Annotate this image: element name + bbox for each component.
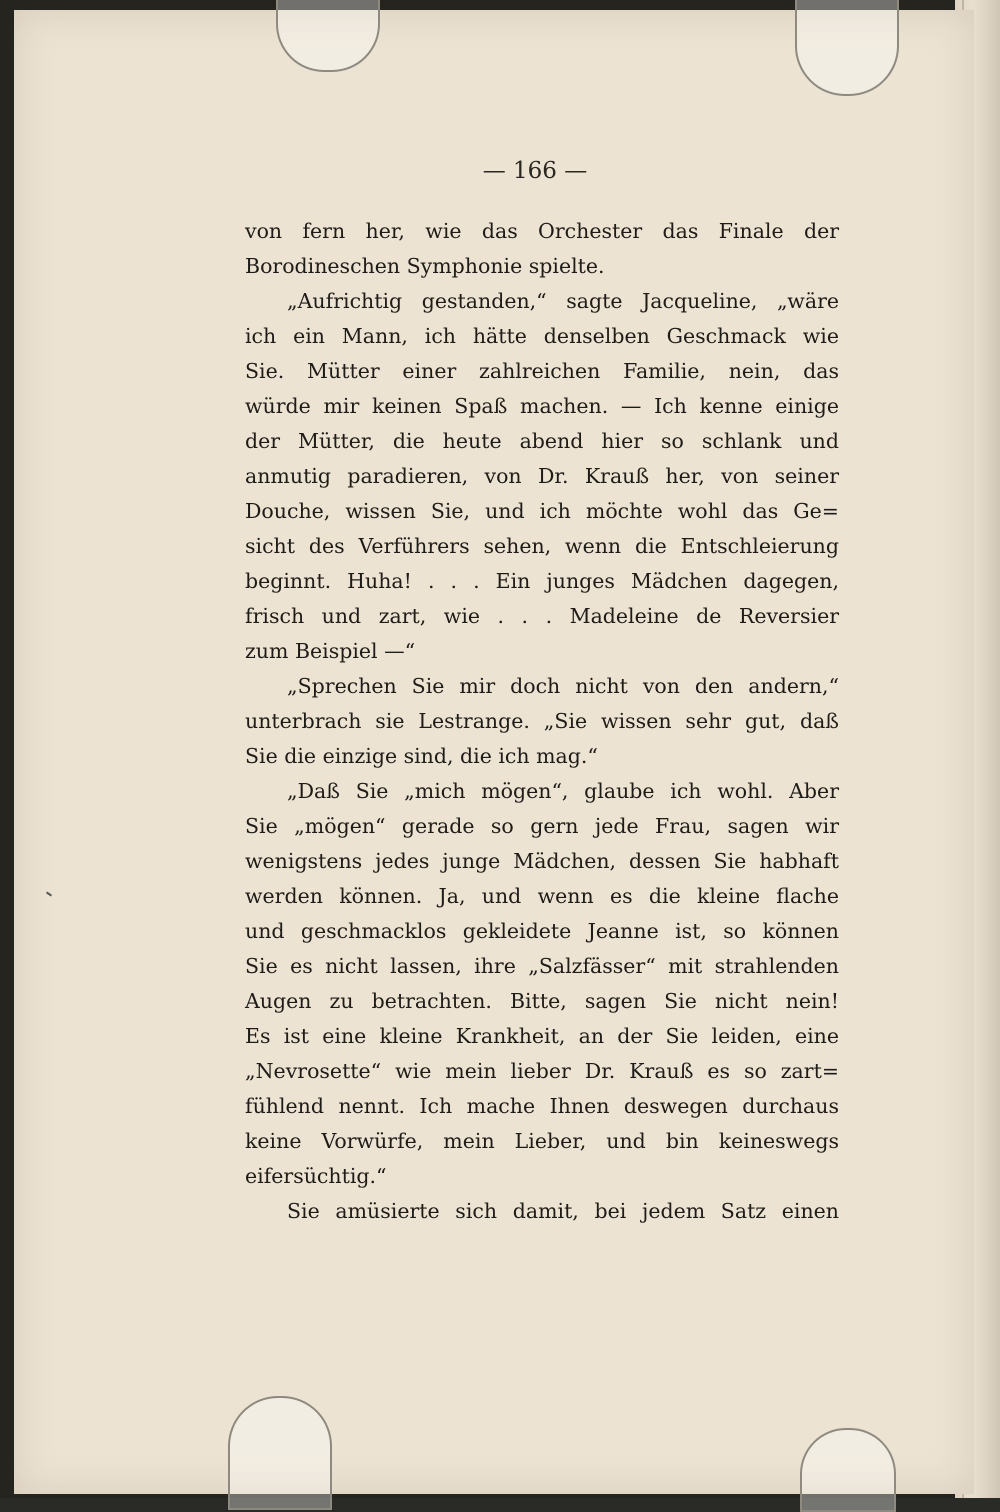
text-line: „Aufrichtig gestanden,“ sagte Jacqueline, „wäre — [287, 289, 839, 313]
text-line: Es ist eine kleine Krankheit, an der Sie leiden, eine — [245, 1024, 839, 1048]
text-line: frisch und zart, wie . . . Madeleine de Reversier — [245, 604, 839, 628]
text-line: Sie die einzige sind, die ich mag.“ — [245, 744, 598, 768]
text-line: „Nevrosette“ wie mein lieber Dr. Krauß es so zart= — [245, 1059, 839, 1083]
text-line: und geschmacklos gekleidete Jeanne ist, so können — [245, 919, 839, 943]
text-line: „Sprechen Sie mir doch nicht von den andern,“ — [287, 674, 839, 698]
text-line: von fern her, wie das Orchester das Finale der — [245, 219, 839, 243]
text-line: „Daß Sie „mich mögen“, glaube ich wohl. Aber — [287, 779, 839, 803]
text-line: Augen zu betrachten. Bitte, sagen Sie nicht nein! — [245, 989, 839, 1013]
text-line: sicht des Verführers sehen, wenn die Entschleierung — [245, 534, 839, 558]
text-line: zum Beispiel —“ — [245, 639, 416, 663]
text-line: Sie amüsierte sich damit, bei jedem Satz einen — [287, 1199, 839, 1223]
page-clip-bottom-right — [800, 1428, 896, 1512]
text-line: anmutig paradieren, von Dr. Krauß her, von seiner — [245, 464, 839, 488]
text-line: fühlend nennt. Ich mache Ihnen deswegen durchaus — [245, 1094, 839, 1118]
page-clip-top-right — [795, 0, 899, 96]
text-line: Sie es nicht lassen, ihre „Salzfässer“ mit strahlenden — [245, 954, 839, 978]
text-line: Douche, wissen Sie, und ich möchte wohl das Ge= — [245, 499, 839, 523]
page-clip-bottom-left — [228, 1396, 332, 1510]
text-line: ich ein Mann, ich hätte denselben Geschmack wie — [245, 324, 839, 348]
text-line: wenigstens jedes junge Mädchen, dessen Sie habhaft — [245, 849, 839, 873]
text-line: beginnt. Huha! . . . Ein junges Mädchen dagegen, — [245, 569, 839, 593]
text-line: unterbrach sie Lestrange. „Sie wissen sehr gut, daß — [245, 709, 839, 733]
text-line: Sie „mögen“ gerade so gern jede Frau, sagen wir — [245, 814, 839, 838]
text-line: werden können. Ja, und wenn es die kleine flache — [245, 884, 839, 908]
text-line: würde mir keinen Spaß machen. — Ich kenne einige — [245, 394, 839, 418]
text-line: der Mütter, die heute abend hier so schlank und — [245, 429, 839, 453]
body-text — [245, 214, 839, 1229]
page-number: — 166 — — [482, 158, 588, 184]
text-line: Borodineschen Symphonie spielte. — [245, 254, 605, 278]
text-line: eifersüchtig.“ — [245, 1164, 387, 1188]
text-line: Sie. Mütter einer zahlreichen Familie, nein, das — [245, 359, 839, 383]
text-line: keine Vorwürfe, mein Lieber, und bin keineswegs — [245, 1129, 839, 1153]
